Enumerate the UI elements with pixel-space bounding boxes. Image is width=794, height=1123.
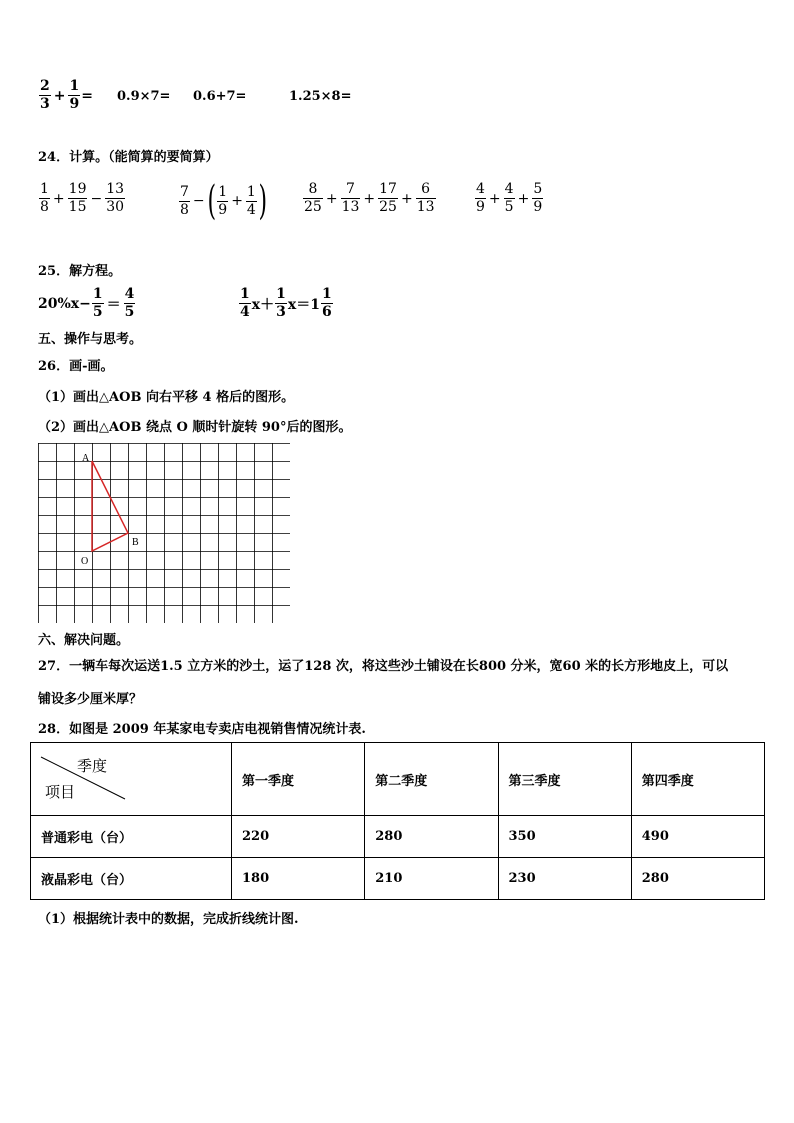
grid-lines	[38, 443, 290, 623]
label-b: B	[132, 537, 139, 548]
q24-expr-4: $\frac{4}{9}$ + $\frac{4}{5}$ + $\frac{5}{9}$	[476, 181, 543, 215]
table-cell: 280	[631, 858, 764, 900]
section-6-heading: 六、解决问题。	[38, 633, 130, 648]
row-label: 液晶彩电（台）	[31, 858, 232, 900]
q23-expr-2: 0.9×7=	[117, 89, 171, 104]
q26-item-2: （2）画出△AOB 绕点 O 顺时针旋转 90°后的图形。	[38, 420, 352, 435]
table-cell: 180	[232, 858, 365, 900]
corner-diagonal	[31, 743, 233, 815]
q25-title: 25．解方程。	[38, 264, 122, 279]
row-label: 普通彩电（台）	[31, 816, 232, 858]
table-header-row	[31, 743, 765, 816]
table-header: 第四季度	[631, 743, 764, 816]
q24-expr-2: $\frac{7}{8}$ − ( $\frac{1}{9}$ + $\frac{1}{4}$ )	[180, 178, 267, 224]
corner-label-item: 项目	[45, 783, 76, 801]
corner-label-quarter: 季度	[77, 757, 108, 775]
sales-table	[30, 742, 765, 900]
q24-title: 24．计算。（能简算的要简算）	[38, 150, 219, 165]
table-cell: 280	[365, 816, 498, 858]
table-cell: 230	[498, 858, 631, 900]
q26-item-1: （1）画出△AOB 向右平移 4 格后的图形。	[38, 390, 295, 405]
table-row	[31, 858, 765, 900]
table-cell: 210	[365, 858, 498, 900]
q24-expr-1: $\frac{1}{8}$ + $\frac{19}{15}$ − $\frac{13}{30}$	[40, 181, 125, 215]
left-paren: (	[207, 178, 216, 224]
table-cell: 490	[631, 816, 764, 858]
table-cell: 350	[498, 816, 631, 858]
table-corner-cell	[31, 743, 232, 816]
table-header: 第一季度	[232, 743, 365, 816]
q25-equation-2: $\frac{1}{4}$ x＋ $\frac{1}{3}$ x＝1 $\frac{1}{6}$	[240, 286, 332, 320]
label-a: A	[82, 453, 90, 464]
q26-title: 26．画-画。	[38, 359, 114, 374]
q25-equation-1: 20%x− $\frac{1}{5}$ ＝ $\frac{4}{5}$	[38, 286, 135, 320]
triangle-aob	[92, 461, 128, 551]
right-paren: )	[258, 178, 267, 224]
table-header: 第三季度	[498, 743, 631, 816]
q28-title: 28．如图是 2009 年某家电专卖店电视销售情况统计表.	[38, 722, 366, 737]
table-cell: 220	[232, 816, 365, 858]
q27-line-2: 铺设多少厘米厚？	[38, 692, 143, 707]
grid-diagram	[38, 443, 290, 623]
q23-expr-4: 1.25×8=	[289, 89, 352, 104]
q28-sub-1: （1）根据统计表中的数据，完成折线统计图.	[38, 912, 299, 927]
section-5-heading: 五、操作与思考。	[38, 332, 143, 347]
table-row	[31, 816, 765, 858]
q24-expr-3: $\frac{8}{25}$ + $\frac{7}{13}$ + $\frac{17}{25}$ + $\frac{6}{13}$	[304, 181, 435, 215]
q27-line-1: 27．一辆车每次运送1.5 立方米的沙土，运了128 次，将这些沙土铺设在长800 分米，宽60 米的长方形地皮上，可以	[38, 659, 729, 674]
label-o: O	[81, 556, 89, 567]
q23-expr-3: 0.6+7=	[193, 89, 247, 104]
table-header: 第二季度	[365, 743, 498, 816]
q23-expr-1: $\frac{2}{3}$ + $\frac{1}{9}$ =	[40, 78, 93, 112]
